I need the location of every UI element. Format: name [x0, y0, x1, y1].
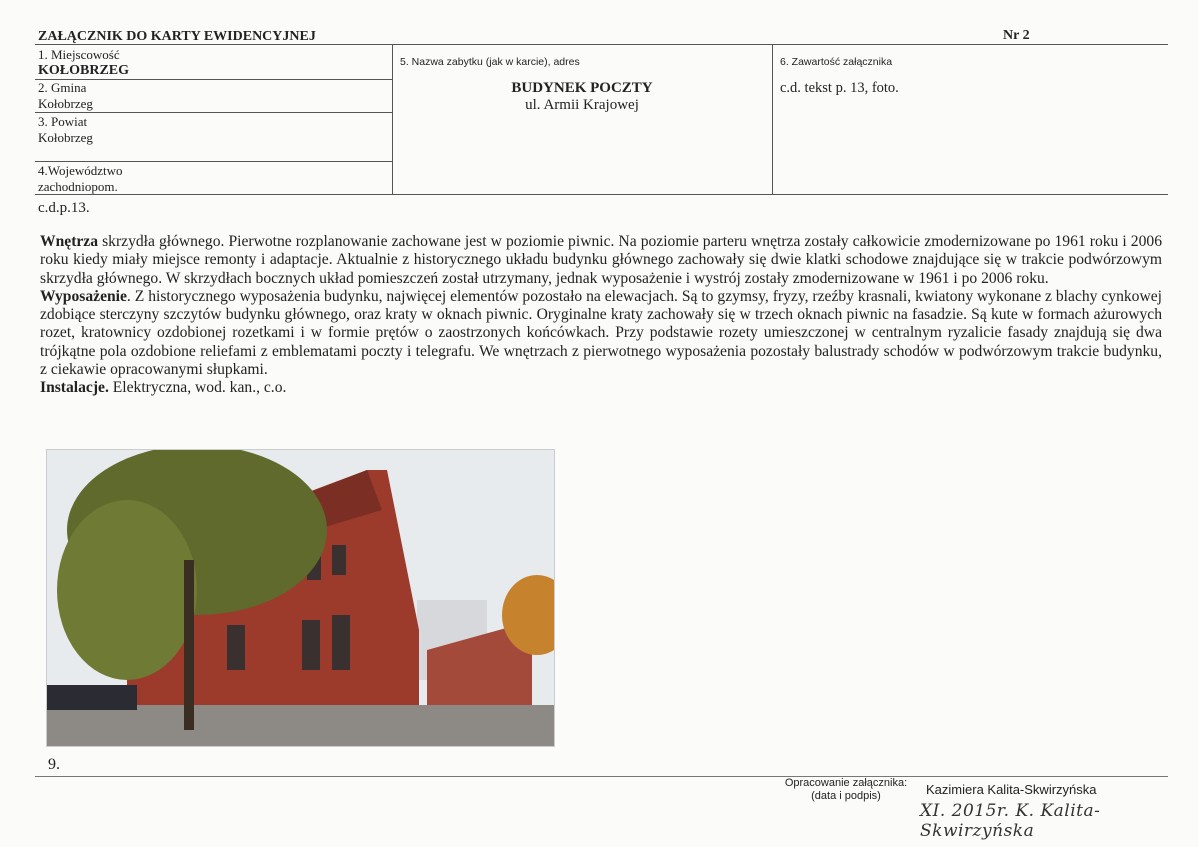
footer-label: (data i podpis)	[811, 790, 881, 802]
photo-caption: 9.	[48, 756, 60, 773]
divider	[35, 161, 392, 162]
attachment-number: Nr 2	[1003, 28, 1030, 43]
paragraph-body: . Z historycznego wyposażenia budynku, najwięcej elementów pozostało na elewacjach. Są to gzymsy, fryzy, rzeźby krasnali, kwiatony wykonane z blachy cynkowej zdobiące sterczyny szczytów budynku głównego, oraz kraty w oknach piwnic. Oryginalne kraty zachowały się w trzech oknach piwnic na fasadzie. Są kute w formach ażurowych rozet, kratownicy ozdobionej rozetkami i w formie prętów o zaostrzonych końcówkach. Przy podstawie rozety umieszczonej w centralnym ryzalicie fasady znajdują się dwa trójkątne pola ozdobione reliefami z emblematami poczty i telegrafu. We wnętrzach z pierwotnego wyposażenia pozostały balustrady schodów w podwórzowym trakcie budynku, z ciekawie opracowanymi słupkami.	[40, 287, 1162, 379]
continuation-note: c.d.p.13.	[38, 200, 90, 216]
prepared-by-label	[780, 777, 912, 803]
monument-name: BUDYNEK POCZTY	[511, 80, 653, 96]
field-locality	[38, 47, 129, 79]
paragraph-installations	[40, 379, 1162, 397]
monument-address: ul. Armii Krajowej	[525, 97, 639, 113]
author-name: Kazimiera Kalita-Skwirzyńska	[926, 782, 1097, 797]
divider	[35, 776, 1168, 777]
document-title: ZAŁĄCZNIK DO KARTY EWIDENCYJNEJ	[38, 29, 316, 44]
field-label: 4.Województwo	[38, 163, 123, 178]
paragraph-heading: Wnętrza	[40, 233, 99, 250]
divider	[35, 44, 1168, 45]
field-value: KOŁOBRZEG	[38, 63, 130, 78]
divider	[35, 194, 1168, 195]
paragraph-equipment	[40, 288, 1162, 379]
field-label: 1. Miejscowość	[38, 47, 120, 62]
paragraph-body: Elektryczna, wod. kan., c.o.	[108, 379, 287, 397]
divider	[35, 112, 392, 113]
divider	[772, 44, 773, 195]
field-value: zachodniopom.	[38, 179, 118, 194]
field-value: Kołobrzeg	[38, 96, 93, 111]
building-photo	[46, 449, 555, 747]
field-monument-label: 5. Nazwa zabytku (jak w karcie), adres	[400, 56, 580, 68]
field-contents-value: c.d. tekst p. 13, foto.	[780, 80, 899, 96]
field-value: Kołobrzeg	[38, 130, 93, 145]
field-commune	[38, 80, 93, 112]
field-voivodeship	[38, 163, 123, 195]
field-contents-label: 6. Zawartość załącznika	[780, 56, 893, 68]
field-monument	[392, 80, 772, 114]
divider	[392, 44, 393, 195]
field-label: 3. Powiat	[38, 114, 88, 129]
field-label: 2. Gmina	[38, 80, 87, 95]
paragraph-body: skrzydła głównego. Pierwotne rozplanowanie zachowane jest w poziomie piwnic. Na poziomie parteru wnętrza zostały całkowicie zmodernizowane po 1961 roku i 2006 roku kiedy miały miejsce remonty i adaptacje. Aktualnie z historycznego układu budynku głównego zachowały się dwie klatki schodowe znajdujące się w trakcie podwórzowym skrzydła głównego. W skrzydłach bocznych układ pomieszczeń został utrzymany, jednak wyposażenie i wystrój zostały zmodernizowane w 1961 i po 2006 roku.	[40, 233, 1162, 287]
paragraph-heading: Instalacje.	[40, 379, 109, 397]
description-text	[40, 233, 1162, 398]
field-county	[38, 114, 93, 146]
handwritten-signature: XI. 2015r. K. Kalita-Skwirzyńska	[920, 801, 1101, 841]
paragraph-heading: Wyposażenie	[40, 287, 127, 305]
footer-label: Opracowanie załącznika:	[784, 777, 908, 789]
paragraph-interiors	[40, 233, 1162, 288]
